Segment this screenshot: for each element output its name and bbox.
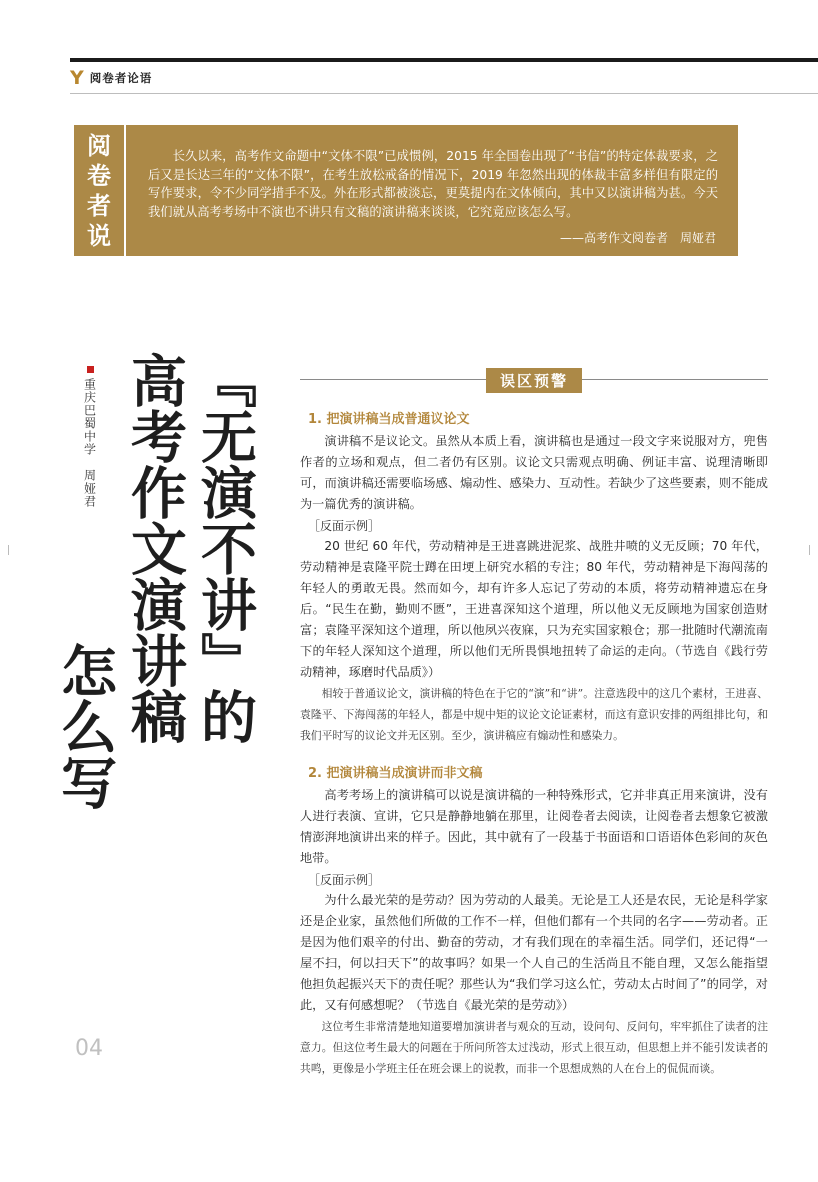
title-line: 怎么写	[52, 642, 117, 810]
author-block	[80, 366, 100, 538]
section-tag	[70, 68, 152, 88]
reviewer-body: 长久以来，高考作文命题中“文体不限”已成惯例，2015 年全国卷出现了“书信”的特定体裁要求，之后又是长达三年的“文体不限”，在考生放松戒备的情况下，2019 年忽然出现的体裁丰富多样但有限定的写作要求，令不少同学措手不及。外在形式都被淡忘，更莫提内在文体倾向，其中又以演讲稿为甚。今天我们就从高考考场中不演也不讲只有文稿的演讲稿来谈谈，它究竟应该怎么写。	[148, 149, 718, 220]
section-1	[300, 408, 768, 746]
page-number: 04	[75, 1036, 103, 1061]
section-heading: 1. 把演讲稿当成普通议论文	[308, 412, 470, 427]
author-byline: 重庆巴蜀中学 周娅君	[82, 378, 97, 508]
section-body: 高考考场上的演讲稿可以说是演讲稿的一种特殊形式，它并非真正用来演讲，没有人进行表演、宣讲，它只是静静地躺在那里，让阅卷者去阅读，让阅卷者去想象它被激情澎湃地演讲出来的样子。因此，其中就有了一段基于书面语和口语语体色彩间的灰色地带。	[300, 788, 768, 865]
reviewer-box	[74, 125, 738, 256]
reviewer-heading-char: 说	[87, 221, 111, 250]
commentary: 这位考生非常清楚地知道要增加演讲者与观众的互动，设问句、反问句，牢牢抓住了读者的注意力。但这位考生最大的问题在于所问所答太过浅动，形式上很互动，但思想上并不能引发读者的共鸣，更像是小学班主任在班会课上的说教，而非一个思想成熟的人在台上的侃侃而谈。	[300, 1020, 768, 1075]
pitfall-banner	[300, 368, 768, 392]
reviewer-heading-char: 阅	[87, 131, 111, 160]
reviewer-heading	[74, 125, 126, 256]
article-content	[300, 368, 768, 1079]
crop-mark	[809, 545, 810, 555]
example-tag: ［反面示例］	[308, 873, 381, 887]
reviewer-heading-char: 者	[87, 191, 111, 220]
author-marker-icon	[87, 366, 94, 373]
top-bar	[70, 58, 818, 62]
section-label: 阅卷者论语	[89, 71, 153, 85]
pitfall-label: 误区预警	[486, 368, 582, 393]
example-text: 为什么最光荣的是劳动？因为劳动的人最美。无论是工人还是农民，无论是科学家还是企业家，虽然他们所做的工作不一样，但他们都有一个共同的名字——劳动者。正是因为他们艰辛的付出、勤奋的劳动，才有我们现在的幸福生活。同学们，还记得“一屋不扫，何以扫天下”的故事吗？如果一个人自己的生活尚且不能自理，又怎么能指望他担负起振兴天下的责任呢？那些认为“我们学习这么忙，劳动太占时间了”的同学，对此，又有何感想呢？（节选自《最光荣的是劳动》）	[300, 893, 768, 1012]
crop-mark	[8, 545, 9, 555]
example-text: 20 世纪 60 年代，劳动精神是王进喜跳进泥浆、战胜井喷的义无反顾；70 年代，劳动精神是袁隆平院士蹲在田埂上研究水稻的专注；80 年代，劳动精神是下海闯荡的年轻人的勇敢无畏。然而如今，却有许多人忘记了劳动的本质，将劳动精神遗忘在身后。“民生在勤，勤则不匮”，王进喜深知这个道理，所以他义无反顾地为国家创造财富；袁隆平深知这个道理，所以他夙兴夜寐，只为充实国家粮仓；那一批随时代潮流南下的年轻人深知这个道理，所以他们无所畏惧地扭转了命运的走向。（节选自《践行劳动精神，琢磨时代品质》）	[300, 539, 768, 679]
reviewer-heading-char: 卷	[87, 161, 111, 190]
title-line: 『无演不讲』的	[192, 352, 257, 744]
section-2	[300, 762, 768, 1079]
section-heading: 2. 把演讲稿当成演讲而非文稿	[308, 766, 483, 781]
example-tag: ［反面示例］	[308, 519, 381, 533]
spacer	[300, 746, 768, 758]
commentary: 相较于普通议论文，演讲稿的特色在于它的“演”和“讲”。注意选段中的这几个素材，王进喜、袁隆平、下海闯荡的年轻人，都是中规中矩的议论文论证素材，而这有意识安排的两组排比句，和我们平时写的议论文并无区别。至少，演讲稿应有煽动性和感染力。	[300, 687, 768, 742]
section-mark-icon: Y	[70, 67, 84, 89]
reviewer-signature: ——高考作文阅卷者 周娅君	[559, 231, 716, 245]
divider	[70, 93, 818, 94]
title-line: 高考作文演讲稿	[122, 352, 187, 744]
section-body: 演讲稿不是议论文。虽然从本质上看，演讲稿也是通过一段文字来说服对方，兜售作者的立场和观点，但二者仍有区别。议论文只需观点明确、例证丰富、说理清晰即可，而演讲稿还需要临场感、煽动性、感染力、互动性。若缺少了这些要素，则不能成为一篇优秀的演讲稿。	[300, 434, 768, 511]
